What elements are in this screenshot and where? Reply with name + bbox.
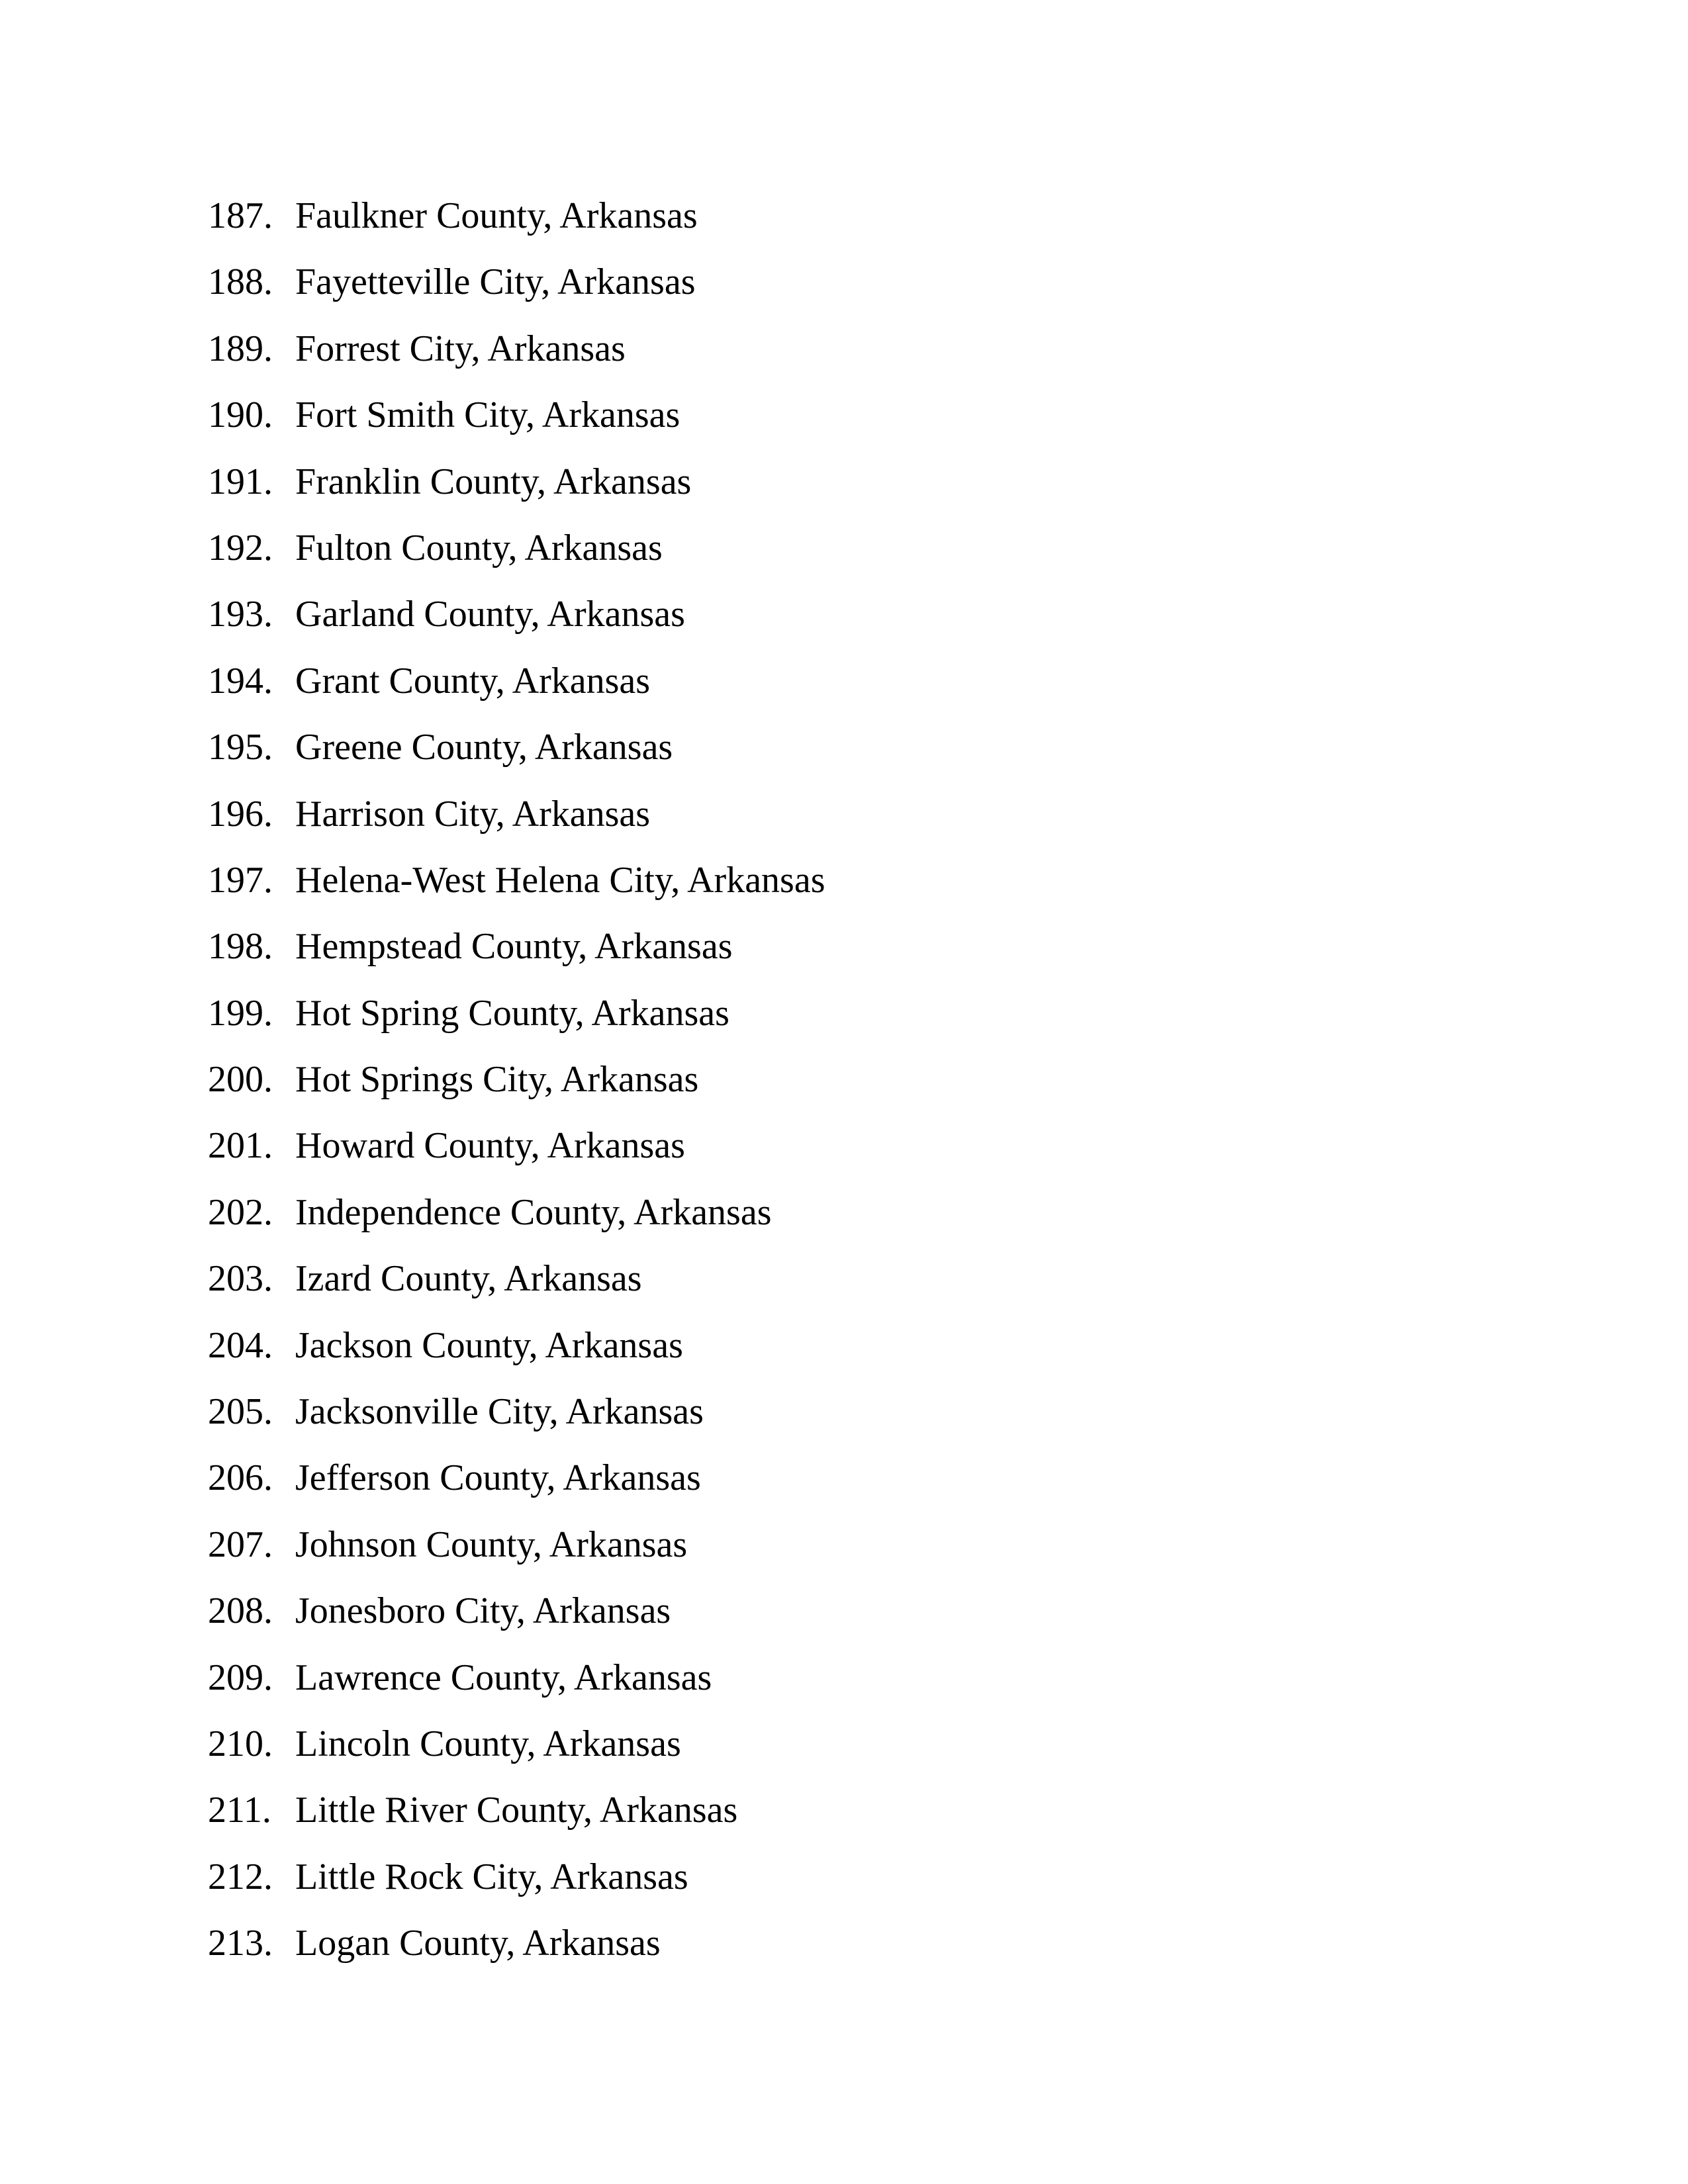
list-item-text: Little River County, Arkansas [295,1790,738,1831]
list-item [208,992,825,1061]
list-item-number: 209. [208,1657,273,1698]
list-item-text: Harrison City, Arkansas [295,793,651,835]
list-item-number: 189. [208,328,273,369]
list-item-text: Hot Spring County, Arkansas [295,992,729,1034]
list-item-text: Lawrence County, Arkansas [295,1657,712,1698]
list-item-text: Jackson County, Arkansas [295,1324,683,1366]
list-item [208,330,825,396]
list-item [208,1659,825,1725]
list-item-text: Fayetteville City, Arkansas [295,261,696,303]
list-item-number: 201. [208,1125,273,1167]
list-item-number: 200. [208,1059,273,1101]
list-item-number: 194. [208,660,273,702]
list-item [208,1792,825,1858]
list-item-text: Fort Smith City, Arkansas [295,394,680,436]
list-item-text: Jonesboro City, Arkansas [295,1590,671,1632]
list-item-number: 191. [208,461,273,502]
list-item-text: Logan County, Arkansas [295,1923,661,1964]
list-item [208,1925,825,1991]
list-item [208,928,825,994]
list-item [208,1260,825,1326]
list-item [208,662,825,729]
list-item [208,1061,825,1127]
list-item [208,1324,825,1393]
list-item-number: 211. [208,1790,271,1831]
list-item-text: Franklin County, Arkansas [295,461,692,502]
list-item-text: Hempstead County, Arkansas [295,926,733,968]
list-item-text: Johnson County, Arkansas [295,1524,688,1565]
list-item-number: 197. [208,859,273,901]
list-item [208,1858,825,1925]
list-item-text: Independence County, Arkansas [295,1191,772,1233]
list-item-number: 207. [208,1524,273,1565]
list-item [208,1191,825,1260]
list-item-number: 196. [208,793,273,835]
list-item-number: 212. [208,1856,273,1897]
list-item [208,463,825,529]
list-item-number: 203. [208,1258,273,1300]
list-item [208,729,825,795]
list-item-text: Little Rock City, Arkansas [295,1856,688,1897]
list-item-number: 205. [208,1391,273,1433]
list-item-text: Jefferson County, Arkansas [295,1457,701,1499]
list-item-number: 193. [208,594,273,635]
list-item [208,1725,825,1792]
list-item-text: Garland County, Arkansas [295,594,685,635]
list-item-number: 213. [208,1923,273,1964]
list-item [208,1393,825,1459]
list-item-number: 208. [208,1590,273,1632]
list-item-number: 195. [208,727,273,768]
list-item [208,1459,825,1525]
list-item-text: Izard County, Arkansas [295,1258,642,1300]
list-item-number: 190. [208,394,273,436]
list-item-number: 204. [208,1324,273,1366]
list-item [208,1592,825,1659]
list-item [208,793,825,862]
list-item-number: 202. [208,1191,273,1233]
list-item [208,859,825,928]
list-item-text: Jacksonville City, Arkansas [295,1391,704,1433]
list-item-text: Greene County, Arkansas [295,727,673,768]
list-item-number: 198. [208,926,273,968]
list-item-number: 210. [208,1723,273,1764]
list-item [208,1526,825,1592]
list-item-text: Faulkner County, Arkansas [295,195,698,236]
list-item-text: Forrest City, Arkansas [295,328,626,369]
list-item [208,197,825,263]
list-item [208,1127,825,1193]
list-item-number: 199. [208,992,273,1034]
list-item-text: Hot Springs City, Arkansas [295,1059,699,1101]
list-item-text: Grant County, Arkansas [295,660,651,702]
list-item [208,596,825,662]
list-item [208,263,825,330]
list-item-text: Helena-West Helena City, Arkansas [295,859,825,901]
list-item [208,529,825,596]
numbered-list [208,197,825,1991]
list-item-number: 206. [208,1457,273,1499]
list-item-text: Howard County, Arkansas [295,1125,685,1167]
list-item [208,396,825,463]
list-item-number: 187. [208,195,273,236]
list-item-number: 192. [208,527,273,569]
list-item-number: 188. [208,261,273,303]
list-item-text: Fulton County, Arkansas [295,527,663,569]
list-item-text: Lincoln County, Arkansas [295,1723,681,1764]
